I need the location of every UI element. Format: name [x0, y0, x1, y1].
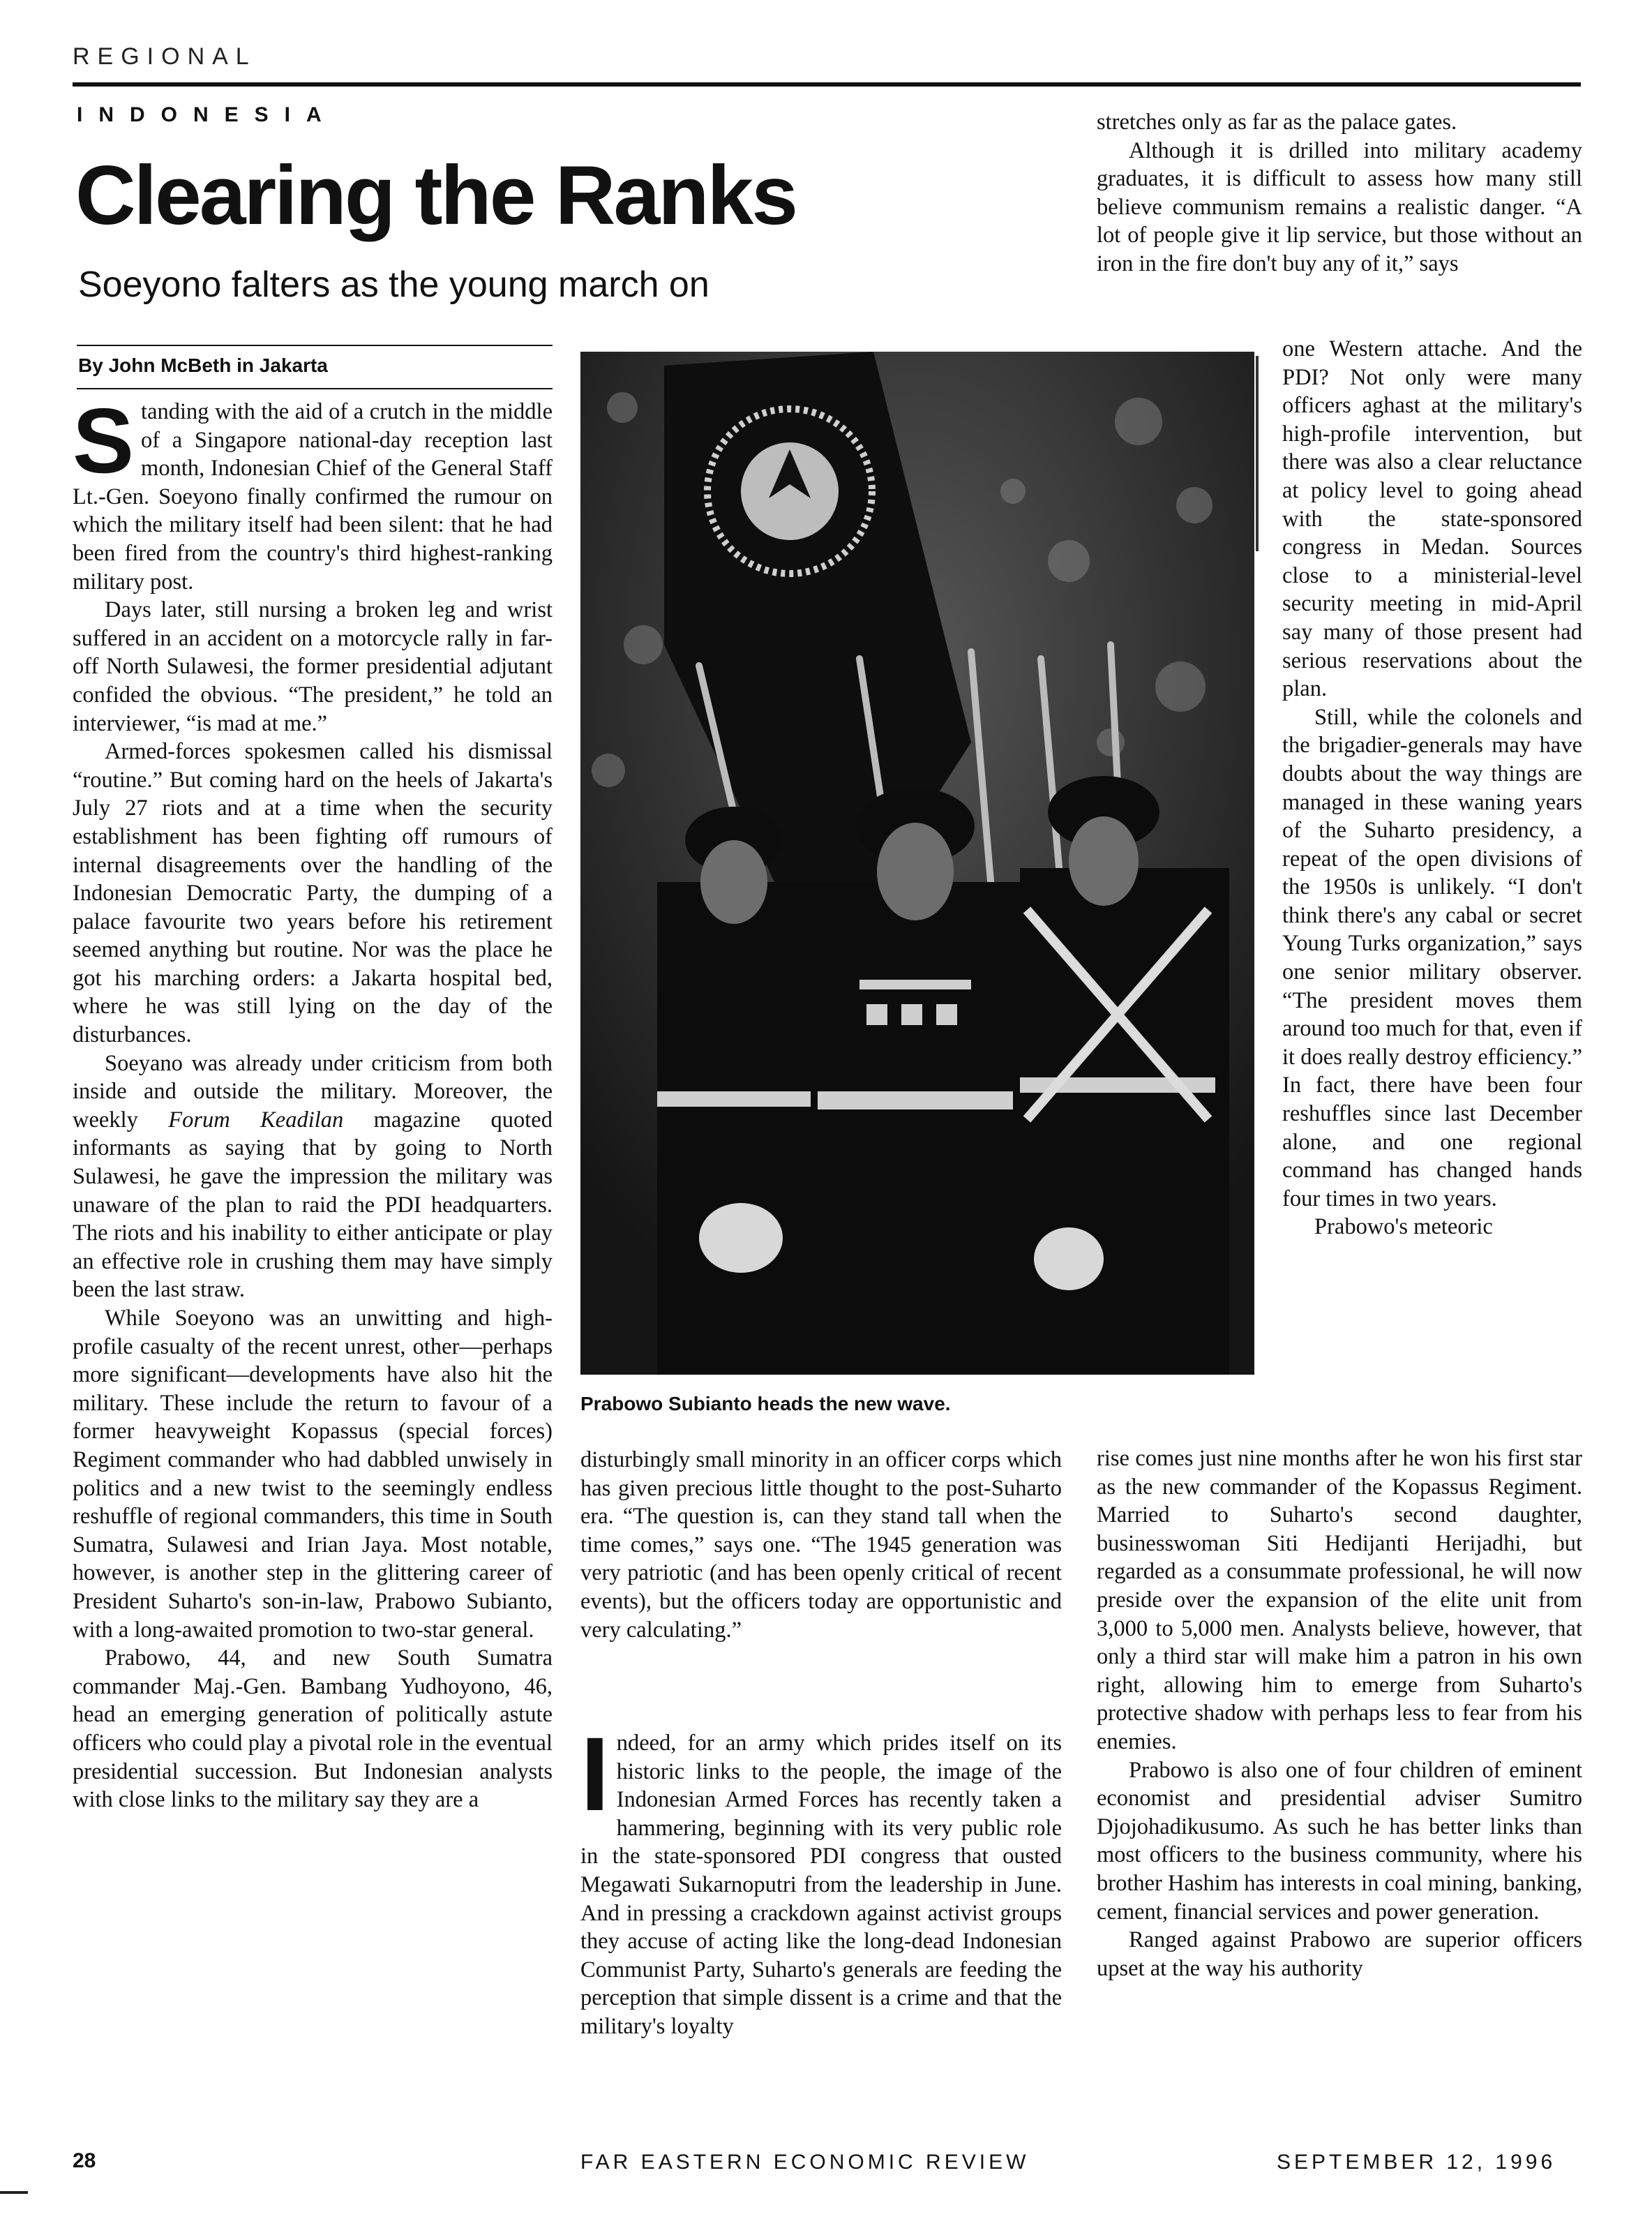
byline-rule-top — [77, 345, 553, 346]
paragraph — [580, 1715, 1062, 2041]
paragraph-text: magazine quoted informants as saying that by going to North Sulawesi, he gave the impression the military was unaware of the plan to raid the PDI headquarters. The riots and his inability to either anticipate or play an effective role in crushing them may have simply been the last straw. — [73, 1107, 553, 1303]
magazine-name: FAR EASTERN ECONOMIC REVIEW — [580, 2151, 1030, 2174]
paragraph — [73, 1049, 553, 1304]
deck: Soeyono falters as the young march on — [78, 264, 709, 305]
photo-edge-mark — [1256, 356, 1259, 551]
byline: By John McBeth in Jakarta — [78, 354, 328, 376]
paragraph: Still, while the colonels and the brigadier-generals may have doubts about the way things are managed in these waning years of the Suharto presidency, a repeat of the open divisions of the 1950s is unlikely. “I don't think there's any cabal or secret Young Turks organization,” says one senior military observer. “The president moves them around too much for that, even if it does really destroy efficiency.” In fact, there have been four reshuffles since last December alone, and one regional command has changed hands four times in two years. — [1282, 704, 1582, 1211]
page-number: 28 — [73, 2149, 96, 2172]
photo-illustration — [580, 352, 1254, 1375]
column-3-bottom — [1097, 1444, 1582, 1982]
photo-soldiers-parade — [580, 352, 1254, 1375]
paragraph-text: tanding with the aid of a crutch in the middle of a Singapore national-day reception last month, Indonesian Chief of the General Staff Lt.-Gen. Soeyono finally confirmed the rumour on which the military itself had been silent: that he had been fired from the country's third highest-ranking military post. — [73, 399, 553, 595]
magazine-title: Forum Keadilan — [168, 1107, 344, 1133]
kicker: INDONESIA — [77, 103, 338, 126]
byline-rule-bottom — [77, 388, 553, 389]
photo-caption: Prabowo Subianto heads the new wave. — [580, 1393, 951, 1414]
issue-date: SEPTEMBER 12, 1996 — [1277, 2151, 1556, 2174]
column-3-top — [1097, 108, 1582, 278]
paragraph: Prabowo is also one of four children of eminent economist and presidential adviser Sumitro Djojohadikusumo. As such he has better links than most officers to the business community, where his brother Hashim has interests in coal mining, banking, cement, financial services and power generation. — [1097, 1757, 1582, 1925]
headline: Clearing the Ranks — [75, 149, 796, 242]
paragraph: Ranged against Prabowo are superior officers upset at the way his authority — [1097, 1927, 1582, 1981]
drop-cap: I — [580, 1715, 610, 1832]
paragraph-text: ndeed, for an army which prides itself on its historic links to the people, the image of the Indonesian Armed Forces has recently taken a hammering, beginning with its very public role in the state-sponsored PDI congress that ousted Megawati Sukarnoputri from the leadership in June. And in pressing a crackdown against activist groups they accuse of acting like the long-dead Indonesian Communist Party, Suharto's generals are feeding the perception that simple dissent is a crime and that the military's loyalty — [580, 1731, 1062, 2039]
paragraph: one Western attache. And the PDI? Not only were many officers aghast at the military's high-profile intervention, but there was also a clear reluctance at policy level to going ahead with the state-sponsored congress in Medan. Sources close to a ministerial-level security meeting in mid-April say many of those present had serious reservations about the plan. — [1282, 336, 1582, 702]
paragraph: While Soeyono was an unwitting and high-profile casualty of the recent unrest, other—perhaps more significant—developments have also hit the military. These include the return to favour of a former heavyweight Kopassus (special forces) Regiment commander who had dabbled unwisely in politics and a new twist to the seemingly endless reshuffle of regional commanders, this time in South Sumatra, Sulawesi and Irian Jaya. Most notable, however, is another step in the glittering career of President Suharto's son-in-law, Prabowo Subianto, with a long-awaited promotion to two-star general. — [73, 1306, 553, 1643]
paragraph: Armed-forces spokesmen called his dismissal “routine.” But coming hard on the heels of Jakarta's July 27 riots and at a time when the security establishment has been fighting off rumours of internal disagreements over the handling of the Indonesian Democratic Party, the dumping of a palace favourite two years before his retirement seemed anything but routine. Nor was the place he got his marching orders: a Jakarta hospital bed, where he was still lying on the day of the disturbances. — [73, 739, 553, 1048]
paragraph: Although it is drilled into military academy graduates, it is difficult to assess how many still believe communism remains a realistic danger. “A lot of people give it lip service, but those without an iron in the fire don't buy any of it,” says — [1097, 137, 1582, 276]
column-2-top — [580, 1446, 1062, 1644]
column-2-bottom — [580, 1715, 1062, 2041]
paragraph: Days later, still nursing a broken leg and wrist suffered in an accident on a motorcycle rally in far-off North Sulawesi, the former presidential adjutant confided the obvious. “The president,” he told an interviewer, “is mad at me.” — [73, 597, 553, 736]
drop-cap: S — [73, 389, 135, 492]
paragraph — [73, 389, 553, 596]
paragraph: rise comes just nine months after he won his first star as the new commander of the Kopassus Regiment. Married to Suharto's second daughter, businesswoman Siti Hedijanti Herijadhi, but regarded as a consummate professional, he will now preside over the expansion of the elite unit from 3,000 to 5,000 men. Analysts believe, however, that only a third star will make him a patron in his own right, allowing him to emerge from Suharto's protective shadow with perhaps less to fear from his enemies. — [1097, 1446, 1582, 1754]
paragraph: stretches only as far as the palace gates. — [1097, 110, 1457, 135]
paragraph: Prabowo's meteoric — [1314, 1214, 1493, 1240]
paragraph: Prabowo, 44, and new South Sumatra commander Maj.-Gen. Bambang Yudhoyono, 46, head an emerging generation of politically astute officers who could play a pivotal role in the eventual presidential succession. But Indonesian analysts with close links to the military say they are a — [73, 1645, 553, 1813]
section-label: REGIONAL — [73, 43, 257, 70]
scan-mark — [0, 2191, 28, 2194]
paragraph: disturbingly small minority in an officer corps which has given precious little thought to the post-Suharto era. “The question is, can they stand tall when the time comes,” says one. “The 1945 generation was very patriotic (and has been openly critical of recent events), but the officers today are opportunistic and very calculating.” — [580, 1447, 1062, 1643]
column-3-narrow — [1282, 335, 1582, 1241]
header-rule — [73, 82, 1581, 87]
column-1 — [73, 389, 553, 1814]
paragraph-text: Soeyano was already under criticism from both inside and outside the military. Moreover, the weekly — [73, 1050, 553, 1133]
